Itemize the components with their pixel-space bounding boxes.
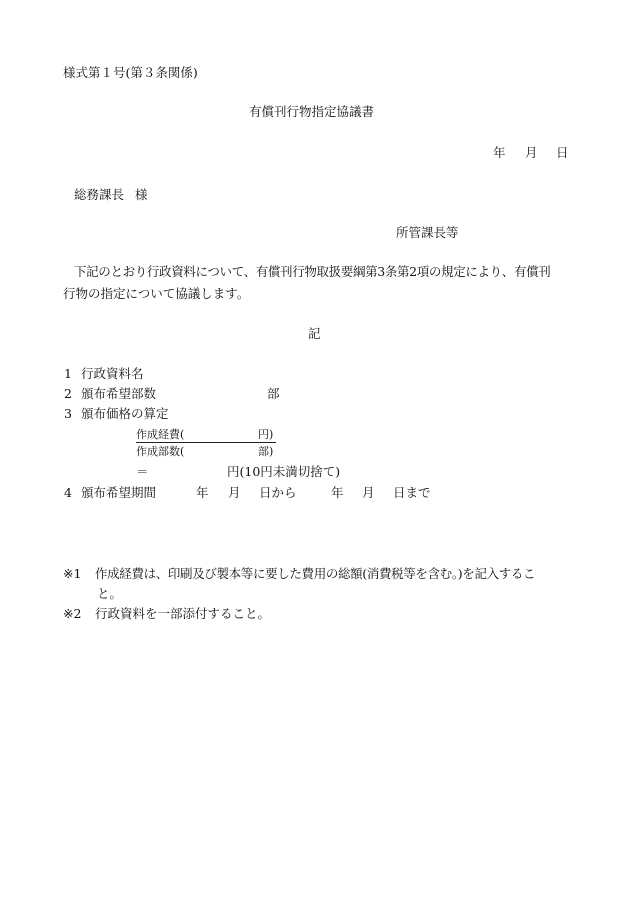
- from-day-unit: 日から: [259, 485, 297, 500]
- item-3-number: 3: [64, 406, 72, 421]
- note-2-text: 行政資料を一部添付すること。: [95, 606, 271, 621]
- numerator-label: 作成経費(: [136, 428, 185, 441]
- ki-heading: 記: [308, 326, 321, 341]
- date-month-unit: 月: [525, 145, 538, 160]
- date-day-unit: 日: [556, 145, 569, 160]
- to-day-unit: 日まで: [393, 485, 431, 500]
- body-line-2: 行物の指定について協議します。: [63, 286, 250, 301]
- note-1-line-2: と。: [97, 586, 123, 601]
- note-2-mark: ※2: [63, 606, 82, 621]
- denominator-unit: 部): [258, 445, 274, 458]
- note-1-mark: ※1: [63, 566, 82, 581]
- document-title: 有償刊行物指定協議書: [249, 104, 375, 119]
- item-4-number: 4: [64, 485, 72, 500]
- item-2-number: 2: [64, 386, 72, 401]
- date-year-unit: 年: [493, 145, 506, 160]
- item-2-unit: 部: [267, 386, 280, 401]
- to-year-unit: 年: [331, 485, 344, 500]
- to-month-unit: 月: [362, 485, 375, 500]
- note-1-line-1: 作成経費は、印刷及び製本等に要した費用の総額(消費税等を含む。)を記入するこ: [95, 566, 536, 581]
- item-4-label: 頒布希望期間: [81, 485, 157, 500]
- item-1-number: 1: [64, 366, 72, 381]
- numerator-unit: 円): [258, 428, 274, 441]
- form-number: 様式第１号(第３条関係): [63, 65, 198, 80]
- addressee: 総務課長: [74, 187, 125, 202]
- sender: 所管課長等: [396, 225, 459, 240]
- item-1-label: 行政資料名: [81, 366, 144, 381]
- fraction-bar: [136, 442, 276, 443]
- equals-sign: ＝: [136, 464, 149, 479]
- from-month-unit: 月: [228, 485, 241, 500]
- denominator-label: 作成部数(: [136, 445, 185, 458]
- body-line-1: 下記のとおり行政資料について、有償刊行物取扱要綱第3条第2項の規定により、有償刊: [74, 264, 551, 279]
- from-year-unit: 年: [196, 485, 209, 500]
- item-2-label: 頒布希望部数: [81, 386, 157, 401]
- addressee-honorific: 様: [135, 187, 148, 202]
- item-3-label: 頒布価格の算定: [81, 406, 169, 421]
- price-result: 円(10円未満切捨て): [227, 464, 341, 479]
